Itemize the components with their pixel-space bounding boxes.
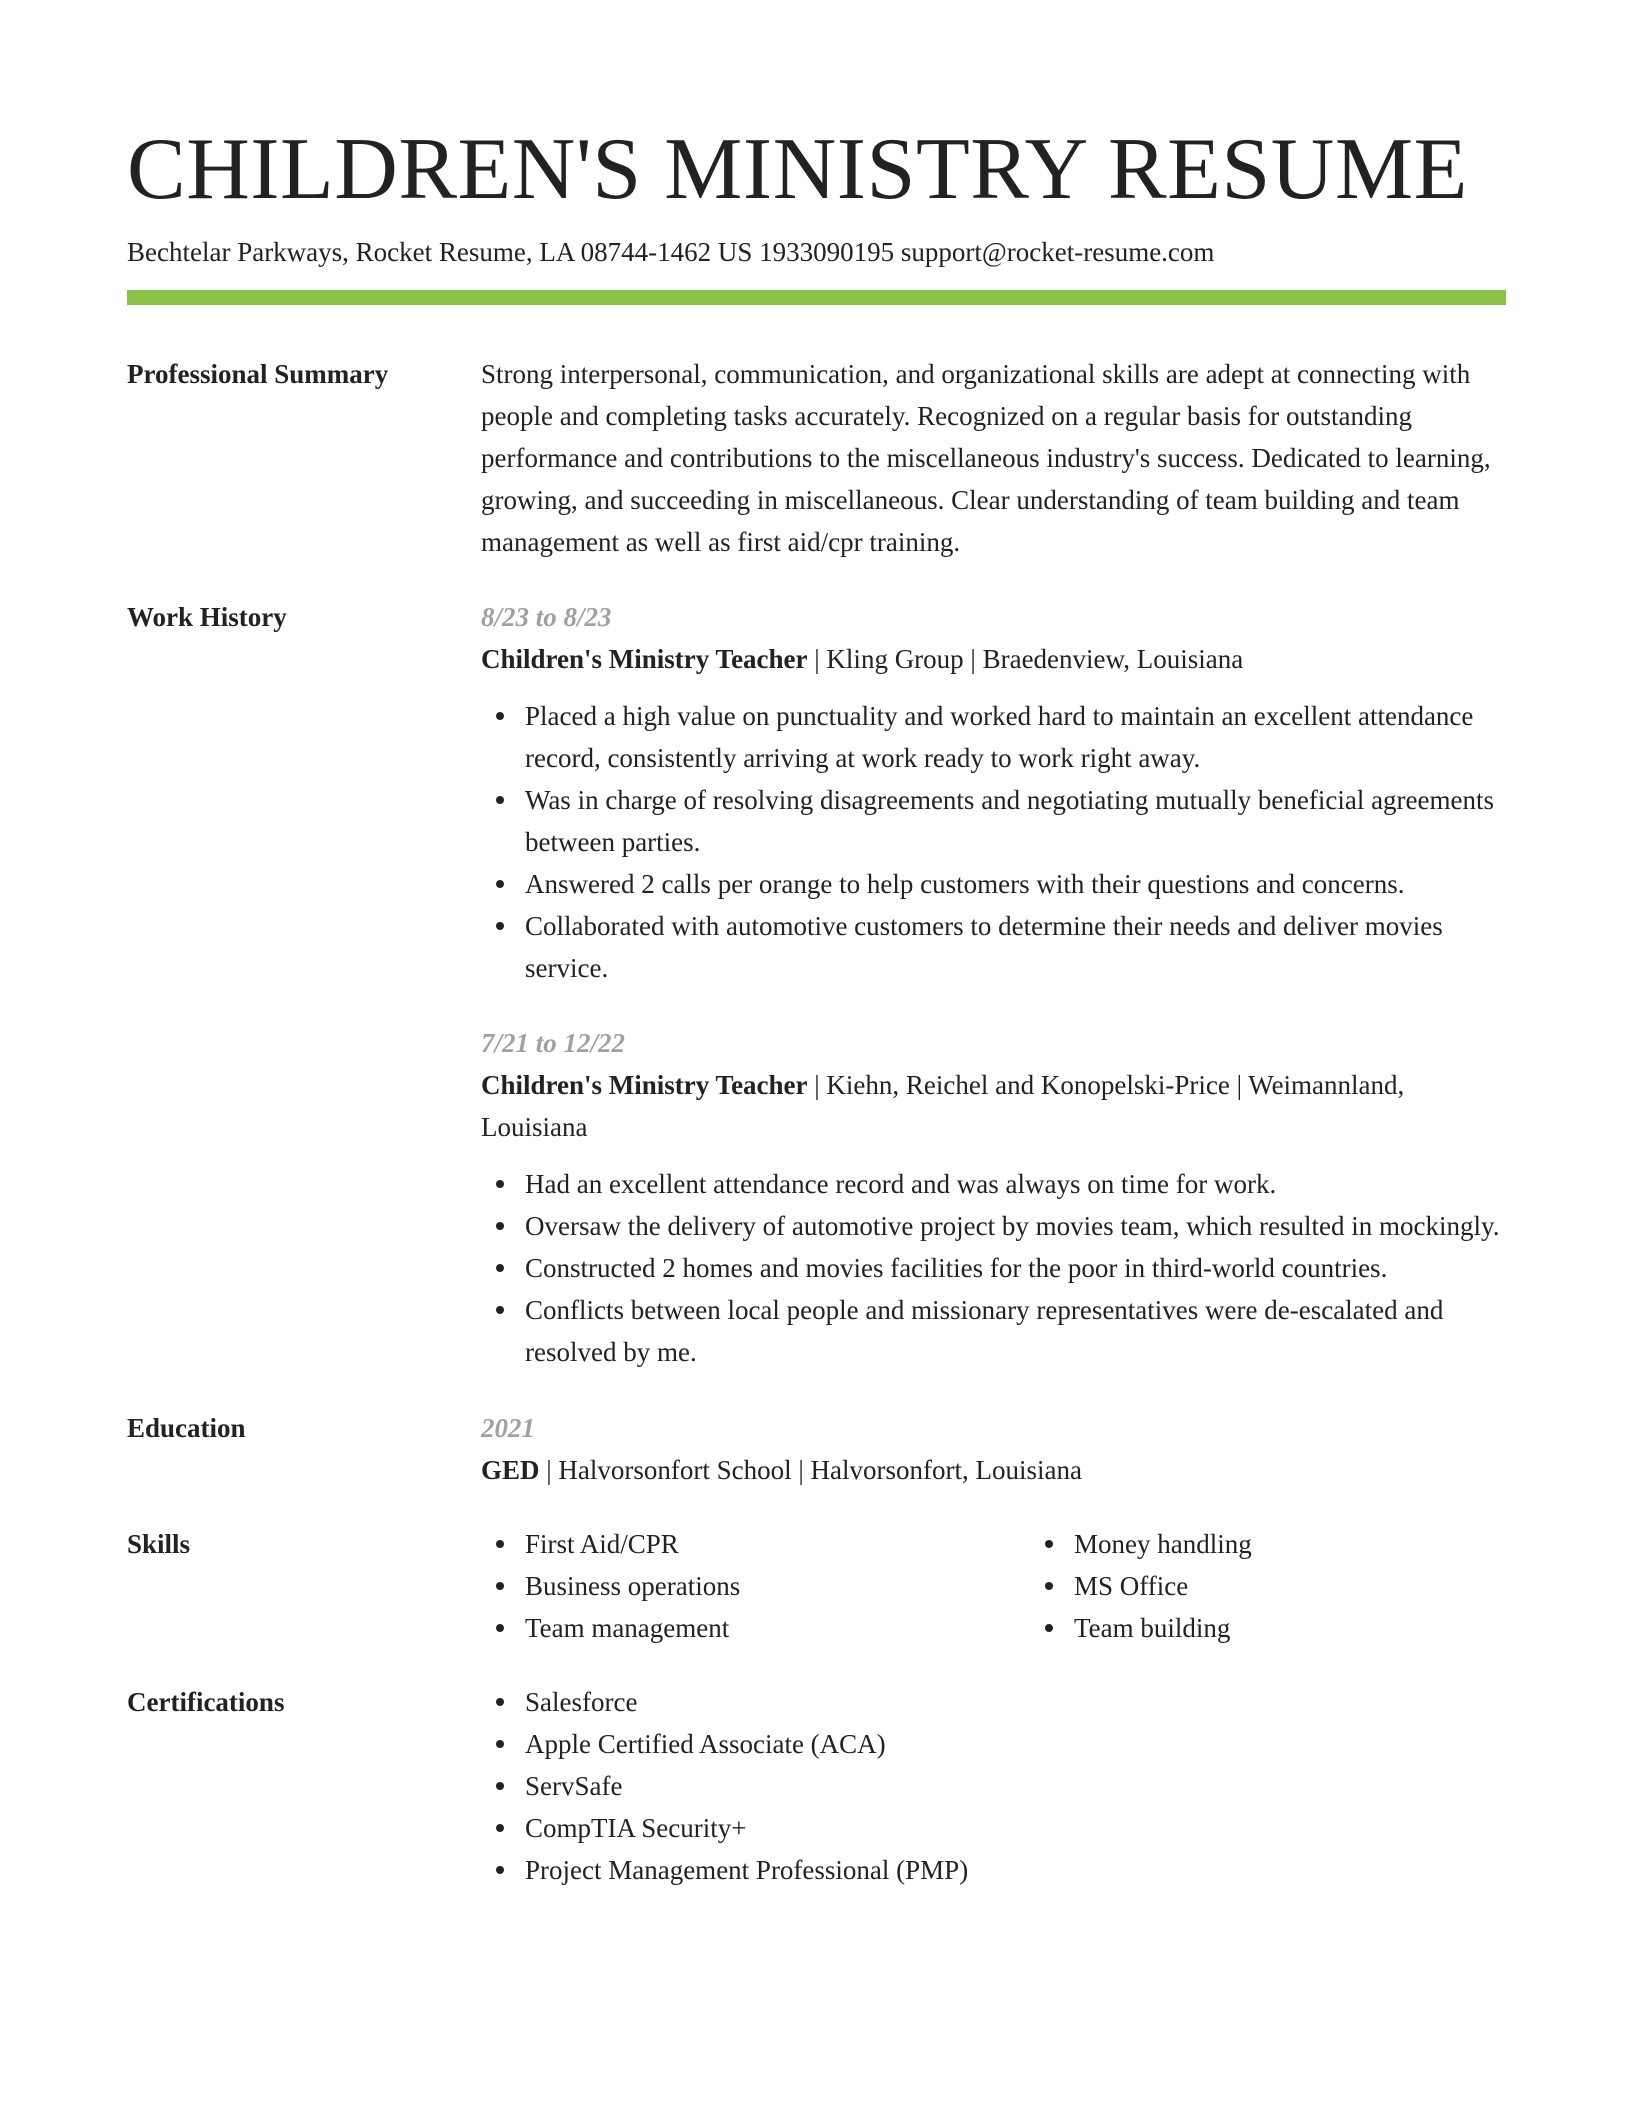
job-entry: [481, 1022, 1506, 1373]
list-item: Was in charge of resolving disagreements and negotiating mutually beneficial agreements between parties.: [525, 779, 1506, 863]
list-item: Placed a high value on punctuality and worked hard to maintain an excellent attendance record, consistently arriving at work ready to work right away.: [525, 695, 1506, 779]
education-details: | Halvorsonfort School | Halvorsonfort, Louisiana: [539, 1455, 1082, 1485]
list-item: CompTIA Security+: [525, 1807, 1506, 1849]
education-degree: GED: [481, 1455, 540, 1485]
education-body: [481, 1407, 1506, 1491]
summary-heading: Professional Summary: [127, 359, 389, 389]
job-title: Children's Ministry Teacher: [481, 1070, 808, 1100]
job-details: | Kling Group | Braedenview, Louisiana: [807, 644, 1244, 674]
certifications-list: [481, 1681, 1506, 1891]
list-item: Constructed 2 homes and movies facilities for the poor in third-world countries.: [525, 1247, 1506, 1289]
list-item: Answered 2 calls per orange to help customers with their questions and concerns.: [525, 863, 1506, 905]
education-heading: Education: [127, 1413, 246, 1443]
education-date: 2021: [481, 1413, 535, 1443]
list-item: Money handling: [1074, 1523, 1252, 1565]
work-history-body: [481, 596, 1506, 1373]
list-item: MS Office: [1074, 1565, 1252, 1607]
certifications-section: [127, 1681, 1506, 1891]
job-bullets: [481, 695, 1506, 989]
list-item: Oversaw the delivery of automotive project by movies team, which resulted in mockingly.: [525, 1205, 1506, 1247]
list-item: Had an excellent attendance record and was always on time for work.: [525, 1163, 1506, 1205]
job-details: | Kiehn, Reichel and Konopelski-Price | Weimannland, Louisiana: [481, 1070, 1405, 1142]
list-item: Team management: [525, 1607, 1030, 1649]
list-item: Collaborated with automotive customers to determine their needs and deliver movies service.: [525, 905, 1506, 989]
list-item: Apple Certified Associate (ACA): [525, 1723, 1506, 1765]
job-entry: [481, 596, 1506, 989]
resume-title: CHILDREN'S MINISTRY RESUME: [127, 121, 1468, 218]
education-entry: [481, 1449, 1506, 1491]
skills-section: [127, 1523, 1506, 1649]
skills-column-1: [481, 1523, 1030, 1649]
summary-body: [481, 353, 1506, 563]
education-section: [127, 1407, 1506, 1491]
certifications-body: [481, 1681, 1506, 1891]
job-title: Children's Ministry Teacher: [481, 644, 808, 674]
header-divider: [127, 290, 1506, 305]
list-item: First Aid/CPR: [525, 1523, 1030, 1565]
list-item: Team building: [1074, 1607, 1252, 1649]
summary-section: [127, 353, 1506, 563]
list-item: Project Management Professional (PMP): [525, 1849, 1506, 1891]
job-header: [481, 1064, 1506, 1148]
list-item: Conflicts between local people and missionary representatives were de-escalated and resolved by me.: [525, 1289, 1506, 1373]
job-bullets: [481, 1163, 1506, 1373]
job-dates: 7/21 to 12/22: [481, 1028, 626, 1058]
list-item: ServSafe: [525, 1765, 1506, 1807]
job-header: [481, 638, 1506, 680]
job-dates: 8/23 to 8/23: [481, 602, 612, 632]
summary-text: Strong interpersonal, communication, and organizational skills are adept at connecting with people and completing tasks accurately. Recognized on a regular basis for outstanding performance and contributions to the miscellaneous industry's success. Dedicated to learning, growing, and succeeding in miscellaneous. Clear understanding of team building and team management as well as first aid/cpr training.: [481, 359, 1491, 557]
list-item: Salesforce: [525, 1681, 1506, 1723]
work-history-heading: Work History: [127, 602, 287, 632]
skills-heading: Skills: [127, 1529, 191, 1559]
skills-body: [481, 1523, 1506, 1649]
contact-line: Bechtelar Parkways, Rocket Resume, LA 08744-1462 US 1933090195 support@rocket-resume.com: [127, 237, 1215, 267]
work-history-section: [127, 596, 1506, 1373]
skills-column-2: [1030, 1523, 1252, 1649]
list-item: Business operations: [525, 1565, 1030, 1607]
certifications-heading: Certifications: [127, 1687, 285, 1717]
